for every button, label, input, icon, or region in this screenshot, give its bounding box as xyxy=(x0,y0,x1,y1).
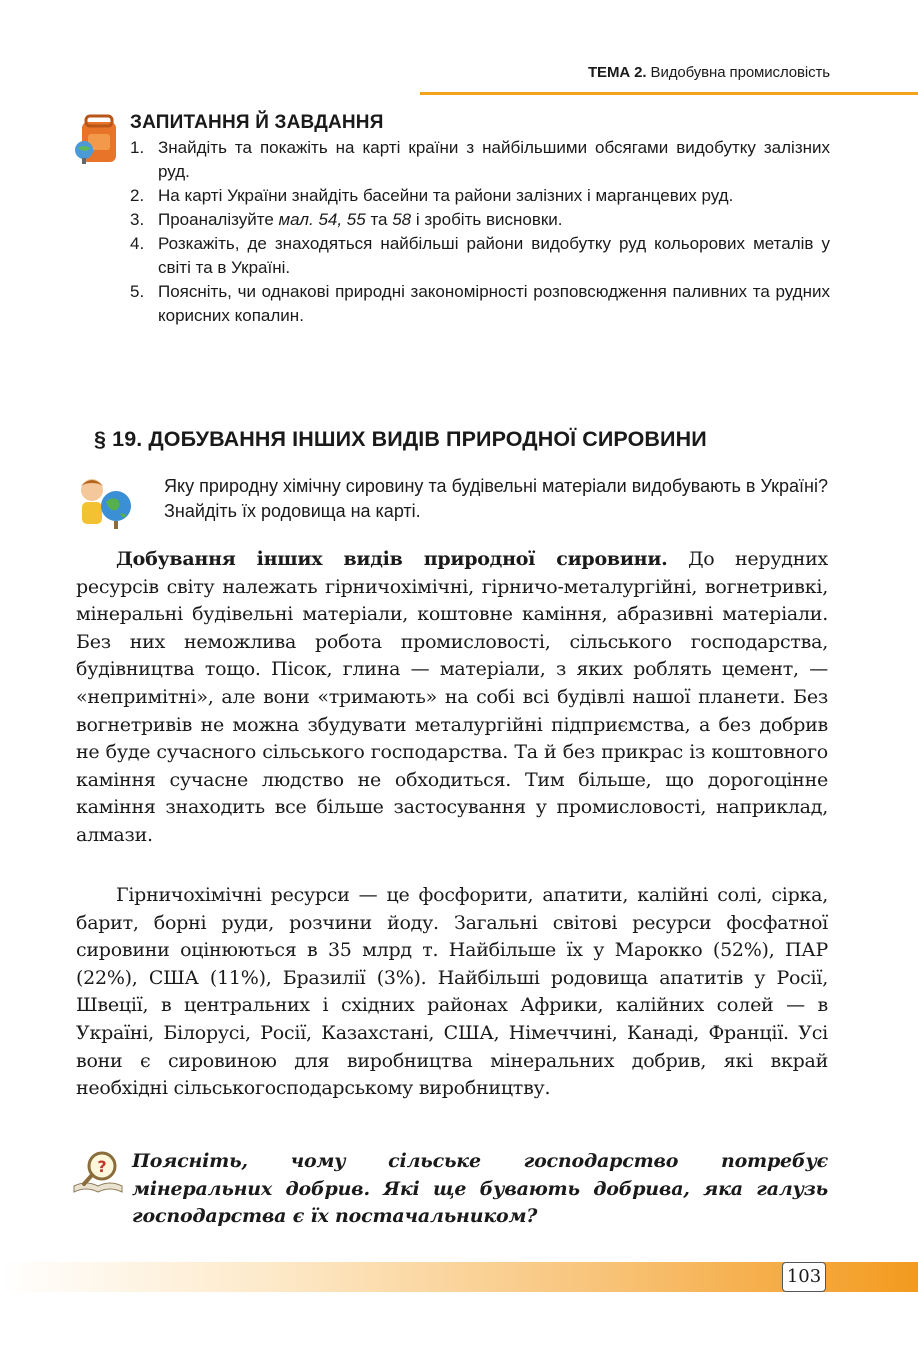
figure-reference: 58 xyxy=(392,210,412,229)
question-item xyxy=(130,184,830,208)
svg-text:?: ? xyxy=(97,1157,107,1176)
question-number: 2. xyxy=(130,186,145,205)
running-header xyxy=(588,64,830,81)
paragraph-lead: Добування інших видів природної сировини. xyxy=(116,548,668,570)
questions-title: ЗАПИТАННЯ Й ЗАВДАННЯ xyxy=(130,112,384,133)
question-item xyxy=(130,232,830,280)
question-text: Поясніть, чи однакові природні закономірності розповсюдження паливних та рудних корисних копалин. xyxy=(158,282,830,325)
question-number: 1. xyxy=(130,138,145,157)
section-title: § 19. ДОБУВАННЯ ІНШИХ ВИДІВ ПРИРОДНОЇ СИРОВИНИ xyxy=(94,427,707,451)
question-text-part: та xyxy=(365,210,393,229)
student-globe-icon xyxy=(72,474,134,532)
topic-name: Видобувна промисловість xyxy=(650,64,830,81)
question-text-part: і зробіть висновки. xyxy=(411,210,563,229)
question-text: На карті України знайдіть басейни та райони залізних і марганцевих руд. xyxy=(158,186,734,205)
body-paragraph xyxy=(76,546,828,850)
header-rule xyxy=(420,92,918,95)
question-number: 4. xyxy=(130,234,145,253)
section-intro: Яку природну хімічну сировину та будівельні матеріали видобувають в Україні? Знайдіть їх родовища на карті. xyxy=(164,476,828,521)
question-item xyxy=(130,208,830,232)
question-item xyxy=(130,280,830,328)
page-number: 103 xyxy=(782,1262,826,1292)
question-text: Розкажіть, де знаходяться найбільші райони видобутку руд кольорових металів у світі та в Україні. xyxy=(158,234,830,277)
task-question: Поясніть, чому сільське господарство потребує мінеральних добрив. Які ще бувають добрива, яка галузь господарства є їх постачальником? xyxy=(132,1150,828,1228)
questions-list xyxy=(130,136,830,328)
question-text: Знайдіть та покажіть на карті країни з найбільшими обсягами видобутку залізних руд. xyxy=(158,138,830,181)
question-text xyxy=(158,208,830,232)
backpack-globe-icon xyxy=(74,108,126,166)
figure-reference: мал. 54, 55 xyxy=(278,210,366,229)
question-number: 3. xyxy=(130,210,145,229)
body-paragraph xyxy=(76,882,828,1103)
paragraph-text: Гірничохімічні ресурси — це фосфорити, апатити, калійні солі, сірка, барит, борні руди, розчини йоду. Загальні світові ресурси фосфатної сировини оцінюються в 35 млрд т. Найбільше їх у Марокко (52%), ПАР (22%), США (11%), Бразилії (3%). Найбільші родовища апатитів у Росії, Швеції, в центральних і східних районах Африки, калійних солей — в Україні, Білорусі, Росії, Казахстані, США, Німеччині, Канаді, Франції. Усі вони є сировиною для виробництва мінеральних добрив, які вкрай необхідні сільськогосподарському виробництву. xyxy=(76,884,828,1100)
question-item xyxy=(130,136,830,184)
topic-label: ТЕМА 2. xyxy=(587,64,647,81)
question-text-part: Проаналізуйте xyxy=(158,210,279,229)
question-number: 5. xyxy=(130,282,145,301)
magnifier-question-book-icon xyxy=(72,1148,128,1196)
paragraph-text: До нерудних ресурсів світу належать гірничохімічні, гірничо-металургійні, вогнетривкі, мінеральні будівельні матеріали, коштовне каміння, абразивні матеріали. Без них неможлива робота промисловості, сільського господарства, будівництва тощо. Пісок, глина — матеріали, з яких роблять цемент, — «непримітні», але вони «тримають» на собі всі будівлі нашої планети. Без вогнетривів не можна збудувати металургійні підприємства, а без добрив не буде сучасного сільського господарства. Та й без прикрас із коштовного каміння сучасне людство не обходиться. Тим більше, що дорогоцінне каміння знаходить все більше застосування у промисловості, наприклад, алмази. xyxy=(76,548,828,846)
footer-band xyxy=(0,1262,918,1292)
